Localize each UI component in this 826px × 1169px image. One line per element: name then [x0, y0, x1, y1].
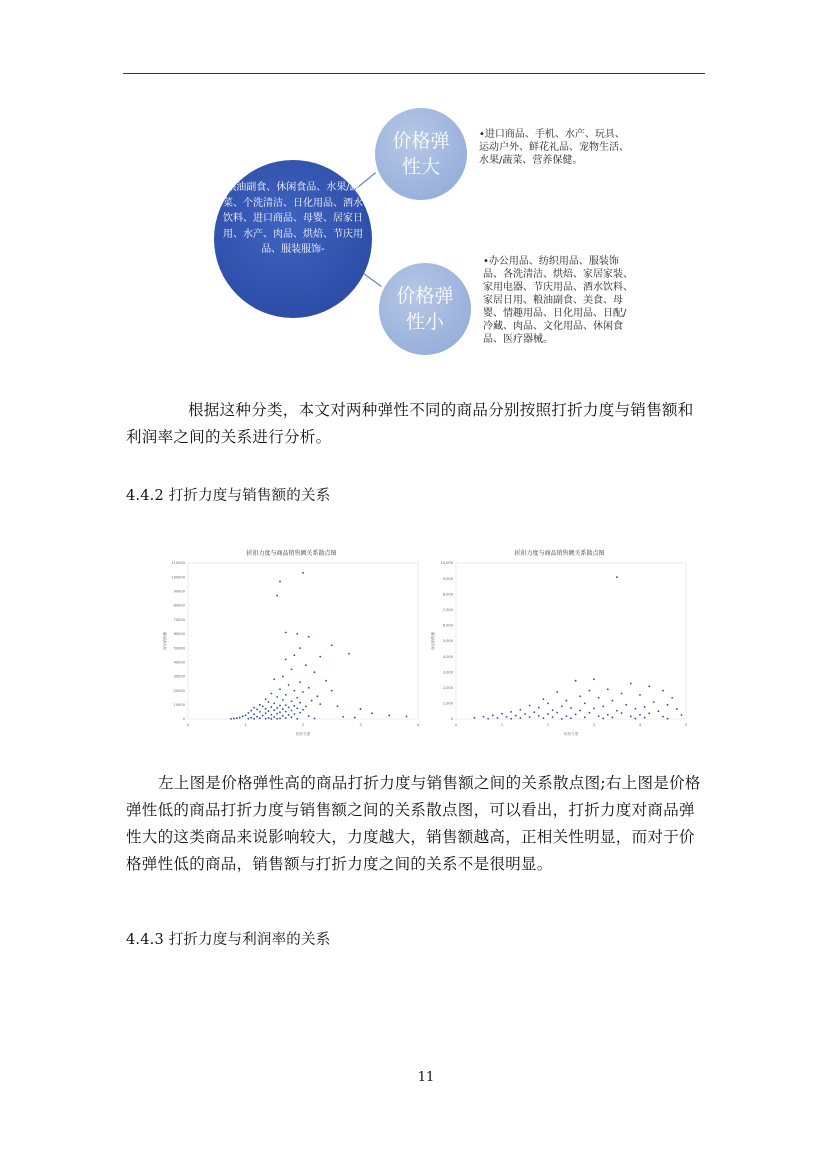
left-scatter-point — [299, 702, 301, 704]
right-x-tick-label: 4 — [638, 723, 642, 727]
right-scatter-point — [570, 717, 572, 719]
right-scatter-point — [524, 713, 526, 715]
left-scatter-point — [282, 708, 284, 710]
left-scatter-point — [308, 687, 310, 689]
right-scatter-point — [570, 707, 572, 709]
right-scatter-point — [483, 716, 485, 718]
right-scatter-point — [662, 690, 664, 692]
right-scatter-point — [520, 709, 522, 711]
elasticity-diagram — [0, 0, 826, 380]
left-scatter-point — [259, 704, 261, 706]
right-scatter-point — [602, 718, 604, 720]
high-elasticity-items: •进口商品、手机、水产、玩具、运动户外、鲜花礼品、宠物生活、水果/蔬菜、营养保健。 — [479, 129, 629, 166]
right-scatter-point — [566, 715, 568, 717]
right-scatter-point — [681, 714, 683, 716]
right-scatter-point — [653, 701, 655, 703]
left-scatter-point — [253, 713, 255, 715]
right-scatter-point — [616, 576, 618, 578]
right-y-tick-label: 5,000 — [442, 639, 453, 644]
right-scatter-point — [487, 718, 489, 720]
right-scatter-point — [648, 685, 650, 687]
left-scatter-point — [230, 718, 232, 720]
left-scatter-point — [276, 713, 278, 715]
right-scatter-point — [538, 707, 540, 709]
right-scatter-point — [662, 716, 664, 718]
low-elasticity-label — [379, 283, 471, 335]
left-x-axis-label: 折扣力度 — [295, 732, 311, 736]
right-y-tick-label: 9,000 — [442, 576, 453, 581]
left-x-tick-label: 2 — [301, 723, 305, 727]
right-scatter-point — [561, 705, 563, 707]
right-scatter-point — [607, 714, 609, 716]
left-scatter-point — [314, 671, 316, 673]
left-scatter-point — [296, 697, 298, 699]
left-scatter-point — [282, 699, 284, 701]
right-scatter-point — [598, 697, 600, 699]
left-scatter-point — [270, 718, 272, 720]
left-scatter-point — [236, 717, 238, 719]
left-scatter-point — [308, 636, 310, 638]
left-scatter-point — [233, 718, 235, 720]
right-scatter-point — [510, 711, 512, 713]
left-scatter-point — [288, 706, 290, 708]
left-scatter-point — [296, 718, 298, 720]
left-scatter-point — [342, 716, 344, 718]
right-y-tick-label: 8,000 — [442, 592, 453, 597]
right-scatter-point — [556, 712, 558, 714]
right-scatter-point — [607, 688, 609, 690]
right-scatter-point — [566, 700, 568, 702]
left-scatter-point — [242, 716, 244, 718]
left-scatter-point — [305, 706, 307, 708]
right-y-tick-label: 0 — [450, 717, 453, 722]
right-x-tick-label: 1 — [500, 723, 504, 727]
right-y-tick-label: 1,000 — [442, 701, 453, 706]
left-y-tick-label: 50000 — [173, 646, 185, 651]
right-scatter-point — [497, 717, 499, 719]
left-scatter-point — [250, 710, 252, 712]
left-scatter-point — [288, 714, 290, 716]
chart-left-svg — [160, 545, 423, 745]
right-y-tick-label: 3,000 — [442, 670, 453, 675]
right-scatter-point — [529, 716, 531, 718]
left-scatter-point — [268, 710, 270, 712]
right-scatter-point — [552, 709, 554, 711]
high-label-line-1: 价格弹 — [392, 130, 450, 152]
right-scatter-point — [492, 714, 494, 716]
right-y-axis-label: 商品销售额 — [431, 632, 435, 650]
right-scatter-point — [543, 698, 545, 700]
right-scatter-point — [474, 717, 476, 719]
left-scatter-point — [259, 711, 261, 713]
low-elasticity-items: •办公用品、纺织用品、服装饰品、各洗清洁、烘焙、家居家装、家用电器、节庆用品、酒水饮料、家居日用、粮油副食、美食、母婴、情趣用品、日化用品、日配/冷藏、肉品、文化用品、休闲食品、医疗器械。 — [483, 256, 633, 345]
left-scatter-point — [279, 718, 281, 720]
right-scatter-point — [515, 715, 517, 717]
left-scatter-point — [256, 708, 258, 710]
right-scatter-point — [658, 710, 660, 712]
right-scatter-point — [593, 707, 595, 709]
left-y-tick-label: 80000 — [173, 603, 185, 608]
right-y-tick-label: 7,000 — [442, 608, 453, 612]
left-scatter-point — [360, 708, 362, 710]
left-scatter-point — [293, 705, 295, 707]
left-scatter-point — [302, 709, 304, 711]
right-scatter-point — [589, 690, 591, 692]
right-scatter-point — [639, 694, 641, 696]
chart-right-title: 折扣力度与商品销售额关系散点图 — [514, 550, 605, 557]
left-scatter-point — [316, 695, 318, 697]
right-scatter-point — [547, 713, 549, 715]
section-heading-4-4-3: 4.4.3 打折力度与利润率的关系 — [126, 932, 331, 948]
left-scatter-point — [285, 717, 287, 719]
right-scatter-point — [589, 712, 591, 714]
left-scatter-point — [268, 717, 270, 719]
right-scatter-point — [520, 717, 522, 719]
right-scatter-point — [547, 703, 549, 705]
left-y-tick-label: 100000 — [171, 575, 185, 580]
left-scatter-point — [285, 711, 287, 713]
left-scatter-point — [268, 701, 270, 703]
left-y-tick-label: 70000 — [173, 617, 185, 622]
section-heading-4-4-2: 4.4.2 打折力度与销售额的关系 — [126, 488, 331, 504]
right-scatter-point — [543, 717, 545, 719]
left-scatter-point — [245, 714, 247, 716]
left-scatter-point — [265, 708, 267, 710]
left-scatter-point — [299, 681, 301, 683]
right-scatter-point — [621, 712, 623, 714]
left-x-tick-label: 3 — [359, 723, 362, 727]
left-scatter-point — [253, 707, 255, 709]
right-x-axis-label: 折扣力度 — [563, 732, 579, 736]
right-scatter-point — [584, 716, 586, 718]
left-scatter-point — [311, 700, 313, 702]
right-scatter-point — [630, 716, 632, 718]
left-scatter-point — [276, 707, 278, 709]
left-scatter-point — [282, 715, 284, 717]
right-scatter-point — [612, 700, 614, 702]
left-scatter-point — [276, 696, 278, 698]
right-scatter-point — [501, 713, 503, 715]
left-scatter-point — [270, 706, 272, 708]
scatter-chart-right — [428, 545, 691, 745]
left-plot-area — [188, 563, 418, 719]
left-scatter-point — [314, 718, 316, 720]
left-y-axis-label: 商品销售额 — [163, 632, 167, 650]
high-elasticity-label — [375, 128, 467, 180]
right-scatter-point — [584, 703, 586, 705]
right-scatter-point — [561, 718, 563, 720]
left-y-tick-label: 40000 — [173, 660, 185, 665]
left-scatter-point — [279, 711, 281, 713]
low-label-line-2: 性小 — [405, 311, 444, 333]
left-scatter-point — [279, 688, 281, 690]
left-scatter-point — [406, 716, 408, 718]
right-scatter-point — [552, 716, 554, 718]
left-scatter-point — [331, 644, 333, 646]
left-scatter-point — [291, 710, 293, 712]
left-scatter-point — [239, 717, 241, 719]
right-scatter-point — [506, 716, 508, 718]
left-y-tick-label: 10000 — [173, 703, 185, 708]
right-scatter-point — [667, 718, 669, 720]
right-scatter-point — [612, 717, 614, 719]
right-scatter-point — [556, 691, 558, 693]
right-scatter-point — [644, 706, 646, 708]
left-scatter-point — [302, 691, 304, 693]
right-x-tick-label: 5 — [684, 723, 688, 727]
left-y-tick-label: 90000 — [173, 589, 185, 594]
left-scatter-point — [354, 717, 356, 719]
right-y-tick-label: 4,000 — [442, 654, 453, 659]
left-scatter-point — [279, 581, 281, 583]
right-scatter-point — [602, 705, 604, 707]
left-scatter-point — [273, 709, 275, 711]
left-scatter-point — [247, 712, 249, 714]
left-scatter-point — [293, 690, 295, 692]
right-scatter-point — [579, 695, 581, 697]
left-x-tick-label: 1 — [244, 723, 247, 727]
left-x-tick-label: 4 — [416, 723, 420, 727]
right-scatter-point — [533, 711, 535, 713]
paragraph-1-text: 根据这种分类，本文对两种弹性不同的商品分别按照打折力度与销售额和利润率之间的关系进行分析。 — [126, 401, 694, 446]
left-scatter-point — [253, 718, 255, 720]
page-number: 11 — [417, 1070, 435, 1085]
left-scatter-point — [308, 715, 310, 717]
right-scatter-point — [630, 683, 632, 685]
right-scatter-point — [644, 717, 646, 719]
left-scatter-point — [273, 678, 275, 680]
scatter-chart-left — [160, 545, 423, 745]
right-x-tick-label: 3 — [592, 723, 596, 727]
left-scatter-point — [282, 676, 284, 678]
right-scatter-point — [625, 704, 627, 706]
left-scatter-point — [302, 572, 304, 574]
right-x-tick-label: 2 — [546, 723, 550, 727]
left-scatter-point — [291, 716, 293, 718]
left-scatter-point — [325, 680, 327, 682]
left-scatter-point — [262, 715, 264, 717]
left-y-tick-label: 110000 — [171, 561, 185, 566]
left-scatter-point — [293, 713, 295, 715]
left-scatter-point — [293, 654, 295, 656]
right-y-tick-label: 6,000 — [442, 623, 453, 628]
right-scatter-point — [635, 708, 637, 710]
left-scatter-point — [285, 632, 287, 634]
left-scatter-point — [319, 656, 321, 658]
left-scatter-point — [337, 705, 339, 707]
left-scatter-point — [291, 668, 293, 670]
left-y-tick-label: 60000 — [173, 632, 185, 637]
left-scatter-point — [273, 716, 275, 718]
right-scatter-point — [648, 712, 650, 714]
left-scatter-point — [273, 703, 275, 705]
left-scatter-point — [270, 693, 272, 695]
right-scatter-point — [676, 708, 678, 710]
left-scatter-point — [285, 704, 287, 706]
right-scatter-point — [579, 710, 581, 712]
right-y-tick-label: 2,000 — [442, 686, 453, 690]
right-x-tick-label: 0 — [454, 723, 458, 727]
low-label-line-1: 价格弹 — [396, 285, 454, 307]
high-label-line-2: 性大 — [401, 156, 440, 178]
center-category-text: 粮油副食、休闲食品、水果/蔬菜、个洗清洁、日化用品、酒水饮料、进口商品、母婴、居家日用、水产、肉品、烘焙、节庆用品、服装服饰- — [223, 182, 363, 256]
left-scatter-point — [285, 659, 287, 661]
paragraph-1 — [126, 397, 706, 451]
right-scatter-point — [598, 715, 600, 717]
right-scatter-point — [538, 715, 540, 717]
right-scatter-point — [635, 718, 637, 720]
paragraph-2 — [126, 770, 706, 878]
left-y-tick-label: 0 — [182, 717, 185, 722]
right-scatter-point — [616, 710, 618, 712]
right-scatter-point — [593, 678, 595, 680]
left-scatter-point — [265, 698, 267, 700]
right-scatter-point — [575, 714, 577, 716]
chart-left-title: 折扣力度与商品销售额关系散点图 — [246, 550, 337, 557]
left-x-tick-label: 0 — [186, 723, 190, 727]
left-scatter-point — [265, 712, 267, 714]
left-scatter-point — [265, 718, 267, 720]
left-scatter-point — [296, 633, 298, 635]
left-y-tick-label: 30000 — [173, 674, 185, 679]
right-scatter-point — [529, 705, 531, 707]
right-scatter-point — [671, 697, 673, 699]
right-scatter-point — [667, 704, 669, 706]
left-scatter-point — [262, 705, 264, 707]
left-scatter-point — [305, 664, 307, 666]
left-scatter-point — [388, 715, 390, 717]
right-y-tick-label: 10,000 — [440, 561, 453, 566]
left-scatter-point — [285, 694, 287, 696]
left-scatter-point — [288, 684, 290, 686]
left-y-tick-label: 20000 — [173, 688, 185, 693]
right-scatter-point — [510, 718, 512, 720]
left-scatter-point — [250, 717, 252, 719]
left-scatter-point — [299, 647, 301, 649]
left-scatter-point — [259, 717, 261, 719]
left-scatter-point — [331, 690, 333, 692]
right-scatter-point — [639, 714, 641, 716]
right-scatter-point — [575, 680, 577, 682]
left-scatter-point — [276, 718, 278, 720]
chart-right-svg — [428, 545, 691, 745]
left-scatter-point — [291, 700, 293, 702]
right-plot-area — [456, 563, 686, 719]
right-scatter-point — [621, 693, 623, 695]
left-scatter-point — [247, 718, 249, 720]
left-scatter-point — [279, 705, 281, 707]
left-scatter-point — [270, 714, 272, 716]
left-scatter-point — [319, 703, 321, 705]
left-scatter-point — [371, 712, 373, 714]
left-scatter-point — [256, 716, 258, 718]
left-scatter-point — [299, 712, 301, 714]
left-scatter-point — [296, 707, 298, 709]
left-scatter-point — [348, 653, 350, 655]
left-scatter-point — [276, 595, 278, 597]
paragraph-2-text: 左上图是价格弹性高的商品打折力度与销售额之间的关系散点图;右上图是价格弹性低的商品打折力度与销售额之间的关系散点图，可以看出，打折力度对商品弹性大的这类商品来说影响较大，力度越大，销售额越高，正相关性明显，而对于价格弹性低的商品，销售额与打折力度之间的关系不是很明显。 — [126, 774, 701, 873]
